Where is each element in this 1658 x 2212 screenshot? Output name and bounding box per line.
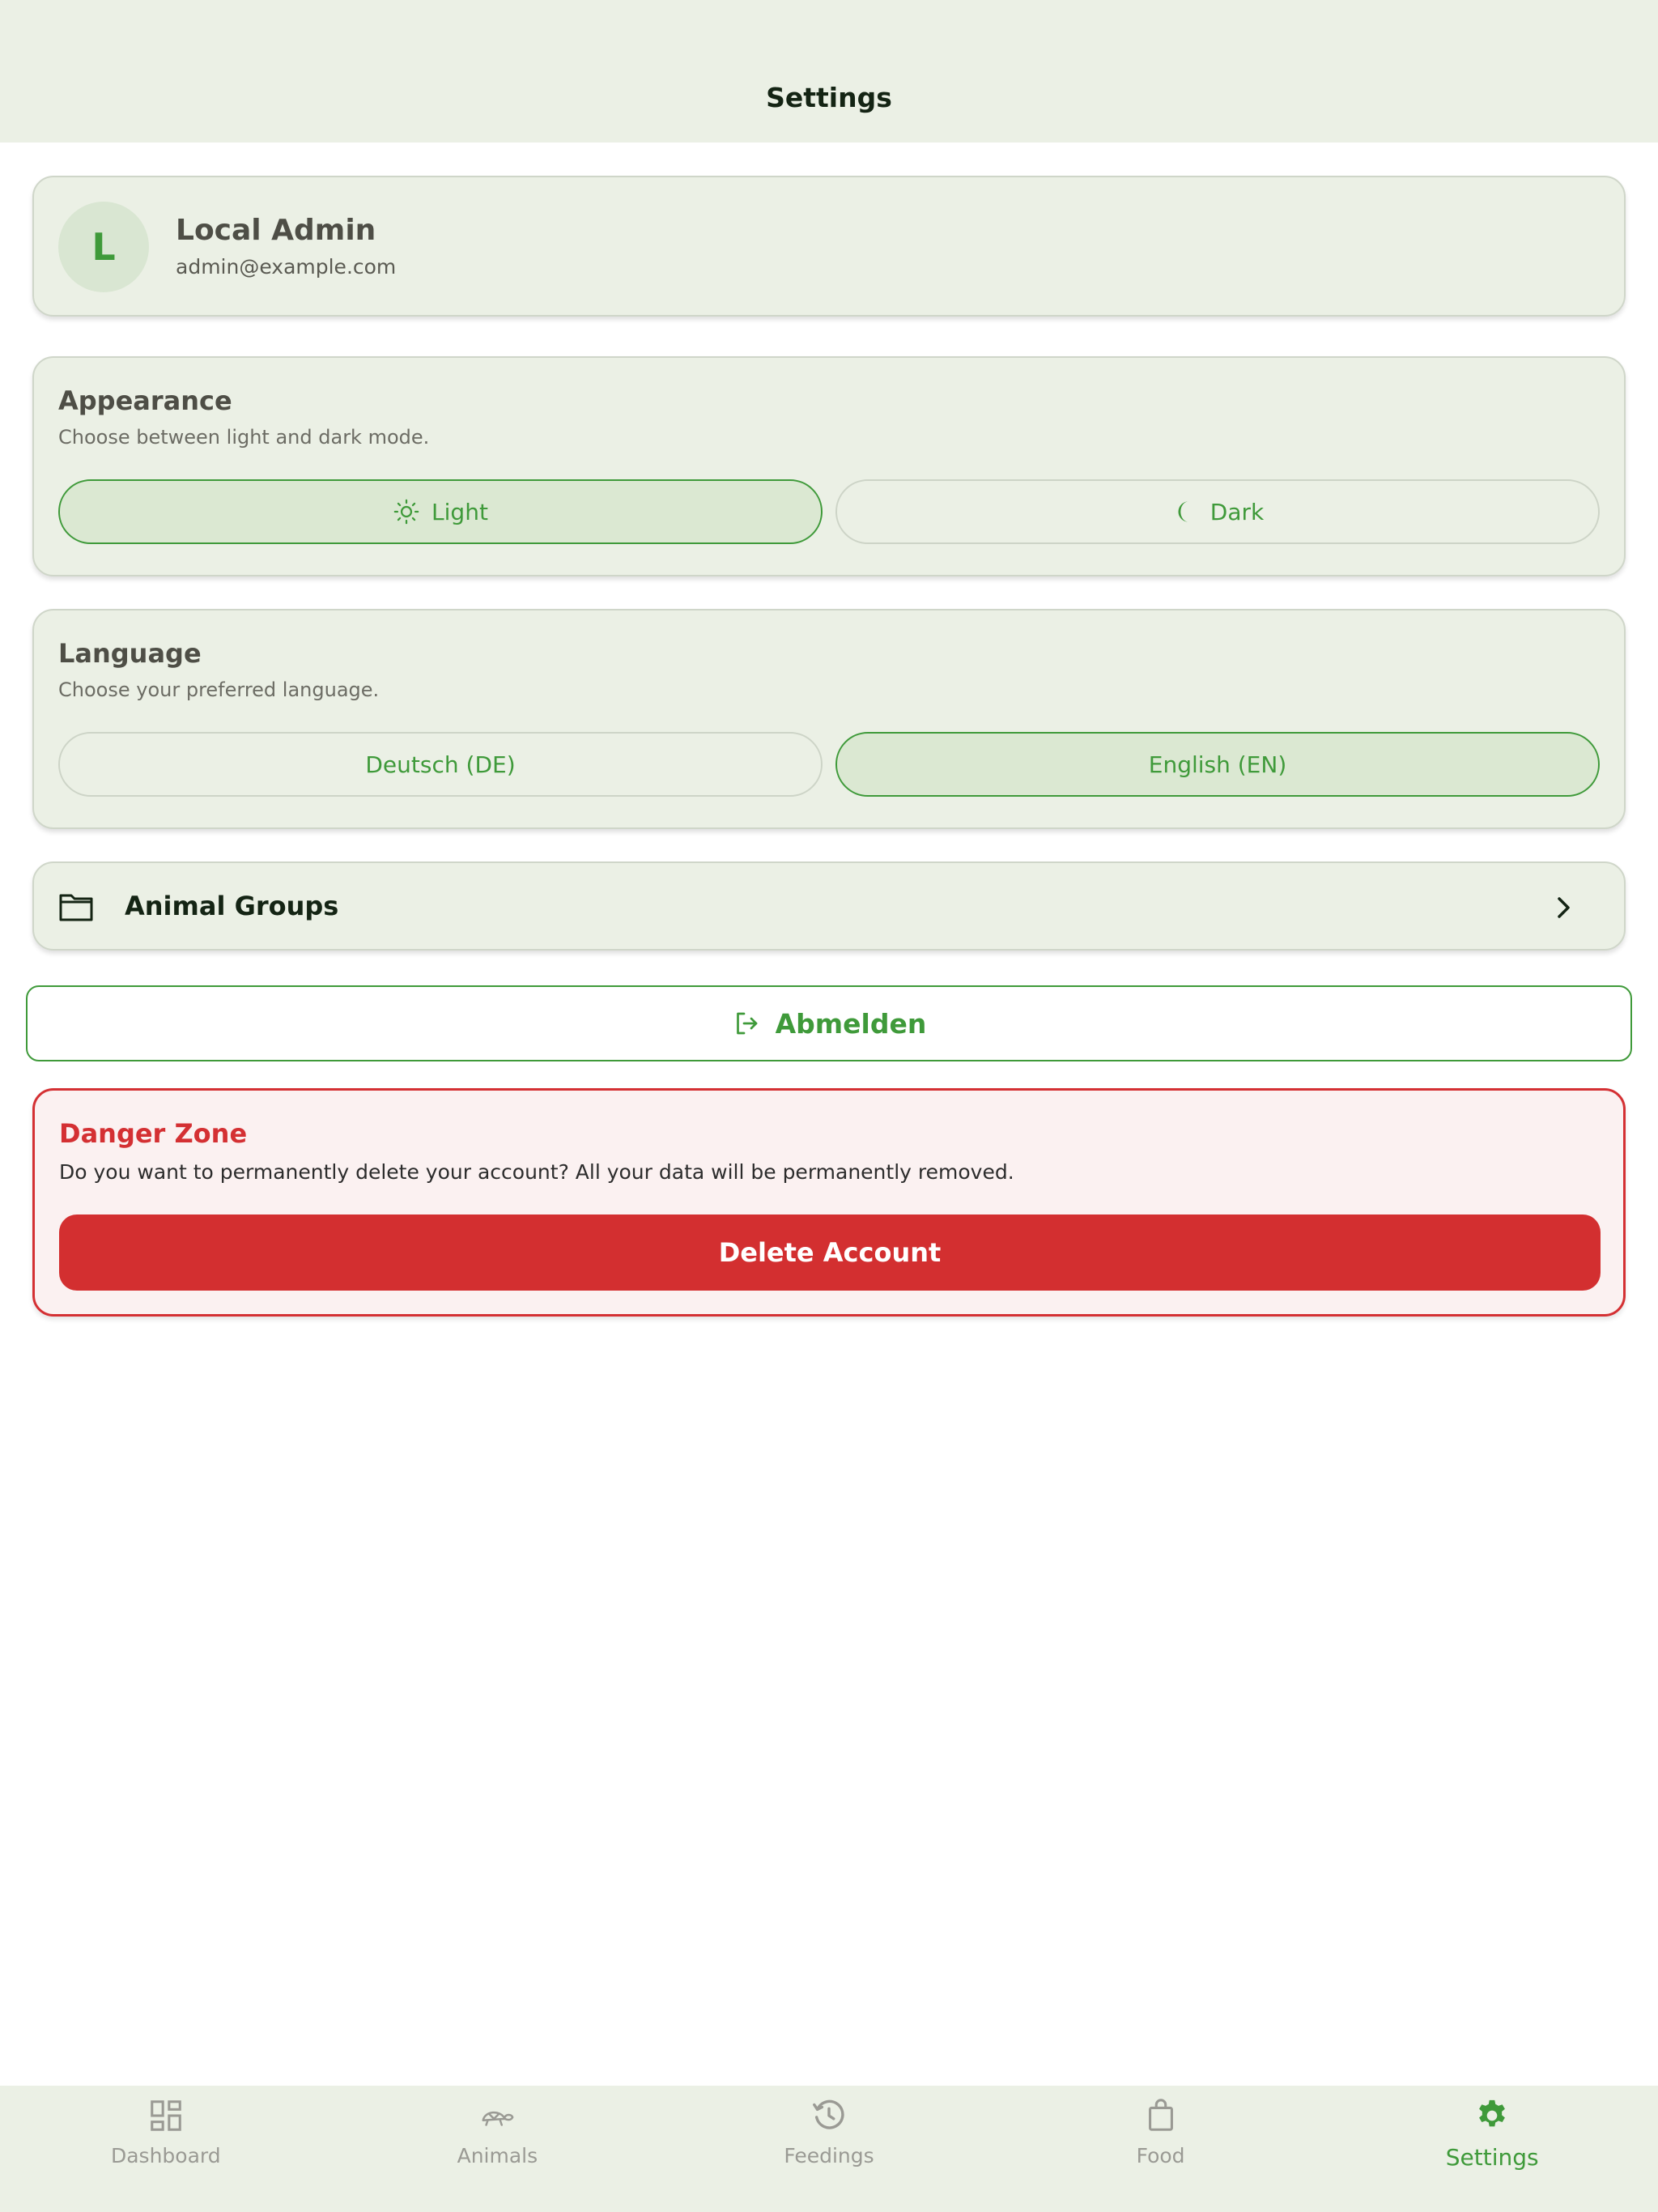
dark-mode-label: Dark bbox=[1209, 498, 1265, 525]
tab-animals[interactable] bbox=[332, 2086, 664, 2212]
profile-name: Local Admin bbox=[176, 214, 376, 247]
tab-settings[interactable] bbox=[1326, 2086, 1658, 2212]
tab-dashboard-label: Dashboard bbox=[110, 2144, 221, 2167]
danger-zone-card bbox=[32, 1088, 1626, 1317]
tab-animals-label: Animals bbox=[457, 2144, 538, 2167]
delete-account-button[interactable]: Delete Account bbox=[59, 1214, 1601, 1291]
language-deutsch-label: Deutsch (DE) bbox=[365, 751, 516, 778]
app-header bbox=[0, 0, 1658, 143]
appearance-subtitle: Choose between light and dark mode. bbox=[58, 426, 430, 449]
history-icon bbox=[810, 2097, 848, 2134]
tab-feedings-label: Feedings bbox=[784, 2144, 874, 2167]
tab-dashboard[interactable] bbox=[0, 2086, 332, 2212]
logout-icon bbox=[732, 1009, 761, 1038]
language-deutsch-button[interactable] bbox=[58, 732, 823, 797]
appearance-card bbox=[32, 356, 1626, 576]
tab-feedings[interactable] bbox=[663, 2086, 995, 2212]
language-subtitle: Choose your preferred language. bbox=[58, 678, 380, 701]
logout-button[interactable] bbox=[26, 985, 1632, 1061]
folder-icon bbox=[58, 891, 94, 923]
bottom-tab-bar bbox=[0, 2086, 1658, 2212]
profile-card bbox=[32, 176, 1626, 317]
dashboard-icon bbox=[147, 2097, 185, 2134]
sun-icon bbox=[393, 498, 420, 525]
animal-groups-label: Animal Groups bbox=[125, 891, 339, 921]
tab-food-label: Food bbox=[1136, 2144, 1185, 2167]
tab-food[interactable] bbox=[995, 2086, 1327, 2212]
light-mode-label: Light bbox=[432, 498, 488, 525]
appearance-title: Appearance bbox=[58, 385, 232, 416]
logout-label: Abmelden bbox=[775, 1007, 927, 1040]
light-mode-button[interactable] bbox=[58, 479, 823, 544]
language-english-label: English (EN) bbox=[1148, 751, 1287, 778]
chevron-right-icon bbox=[1551, 894, 1575, 921]
bag-icon bbox=[1142, 2097, 1180, 2134]
turtle-icon bbox=[478, 2097, 516, 2134]
language-english-button[interactable] bbox=[835, 732, 1600, 797]
moon-icon bbox=[1171, 498, 1199, 525]
language-title: Language bbox=[58, 638, 202, 669]
dark-mode-button[interactable] bbox=[835, 479, 1600, 544]
language-card bbox=[32, 609, 1626, 829]
avatar: L bbox=[58, 202, 149, 292]
danger-zone-title: Danger Zone bbox=[59, 1118, 248, 1149]
danger-zone-text: Do you want to permanently delete your account? All your data will be permanently removed. bbox=[59, 1160, 1014, 1184]
page-title: Settings bbox=[766, 82, 892, 113]
profile-email: admin@example.com bbox=[176, 255, 397, 279]
tab-settings-label: Settings bbox=[1445, 2144, 1539, 2171]
animal-groups-row[interactable] bbox=[32, 861, 1626, 951]
gear-icon bbox=[1473, 2097, 1511, 2134]
